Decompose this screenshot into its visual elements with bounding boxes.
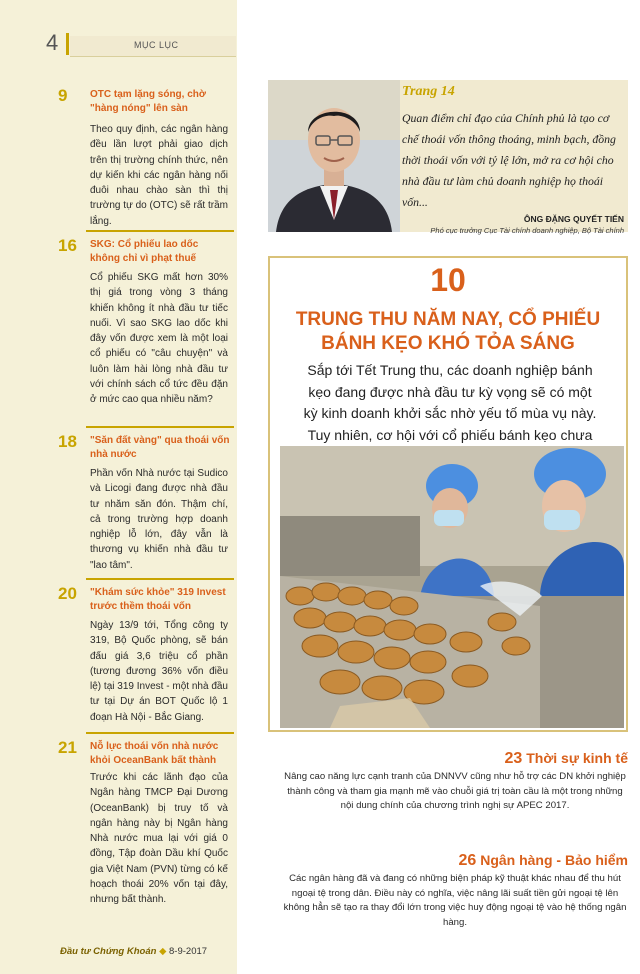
toc-item-number: 20: [58, 584, 77, 603]
toc-divider: [86, 578, 234, 580]
feature-title-line-2: BÁNH KẸO KHÓ TỎA SÁNG: [321, 333, 575, 354]
feature-title-line-1: TRUNG THU NĂM NAY, CỔ PHIẾU: [295, 309, 601, 330]
section-label: MỤC LỤC: [134, 40, 179, 50]
page-footer: [60, 946, 207, 957]
footer-diamond: ◆: [159, 946, 167, 957]
toc-item-summary: Cổ phiếu SKG mất hơn 30% thị giá trong vòng 3 tháng khiến không ít nhà đầu tư tiếc nuối. Vì sao SKG lao dốc khi đây vốn được xem là một loại cổ phiếu có "câu chuyện" và luôn làm hài lòng nhà đầu tư với chính sách cổ tức đều đặn ở mức cao qua nhiều năm?: [90, 272, 228, 406]
toc-item-title[interactable]: OTC tạm lặng sóng, chờ "hàng nóng" lên sàn: [90, 89, 207, 114]
section-title: Thời sự kinh tế: [526, 750, 628, 766]
portrait-illustration: [268, 80, 400, 232]
toc-divider: [86, 426, 234, 428]
toc-item-summary: Ngày 13/9 tới, Tổng công ty 319, Bộ Quốc phòng, sẽ bán đấu giá 3,6 triệu cổ phần (tương đương 36% vốn điều lệ) tại 319 Invest - một nhà đầu tư tại Dự án BOT Quốc lộ 1 đoạn Hà Nội - Bắc Giang.: [90, 620, 228, 723]
section-page-number: 26: [458, 852, 477, 869]
toc-item-summary: Trước khi các lãnh đạo của Ngân hàng TMCP Đại Dương (OceanBank) bị truy tố và ngân hàng này bị Ngân hàng Nhà nước mua lại với giá 0 đồng, Tập đoàn Dầu khí Quốc gia Việt Nam (PVN) từng có kế hoạch thoái 20% vốn tại đây, nhưng bất thành.: [90, 772, 228, 906]
feature-page-number: 10: [430, 262, 466, 298]
toc-divider: [86, 230, 234, 232]
section-heading[interactable]: [282, 852, 628, 870]
section-summary: Nâng cao năng lực cạnh tranh của DNNVV cũng như hỗ trợ các DN khởi nghiệp thành công và tham gia mạnh mẽ vào chuỗi giá trị toàn cầu là một trong những nội dung chính của chương trình nghị sự APEC 2017.: [284, 771, 626, 811]
section-summary: Các ngân hàng đã và đang có những biện pháp kỹ thuật khác nhau để thu hút ngoại tệ trong dân. Điều này có nghĩa, việc nâng lãi suất tiền gửi ngoại tệ lên không hẳn sẽ tạo ra thay đổi lớn trong việc huy động ngoại tệ vào hệ thống ngân hàng.: [283, 873, 627, 928]
bakery-workers-illustration: [280, 446, 624, 728]
quote-page-label[interactable]: Trang 14: [402, 84, 455, 99]
feature-title[interactable]: [268, 308, 628, 356]
quote-text: Quan điểm chỉ đạo của Chính phủ là tạo cơ chế thoái vốn thông thoáng, minh bạch, đồng thời thoái vốn với tỷ lệ lớn, mở ra cơ hội cho nhà đầu tư làm chủ doanh nghiệp họ thoái vốn...: [402, 111, 616, 209]
section-thoi-su-kinh-te[interactable]: [282, 750, 628, 814]
toc-item-summary: Phần vốn Nhà nước tại Sudico và Licogi đang được nhà đầu tư nhăm săn đón. Thậm chí, cả trong trường hợp doanh nghiệp lỗ lớn, đây vẫn là thương vụ khiến nhà đầu tư "lao tâm".: [90, 468, 228, 571]
toc-item-number: 16: [58, 236, 77, 255]
toc-divider: [86, 732, 234, 734]
toc-item-summary: Theo quy định, các ngân hàng đều lần lượt phải giao dịch trên thị trường chính thức, nên dự kiến khi các ngân hàng nối đuôi nhau chào sàn thì thị trường tự do (OTC) sẽ rất trầm lắng.: [90, 124, 228, 227]
toc-item-title[interactable]: Nỗ lực thoái vốn nhà nước khỏi OceanBank bất thành: [90, 741, 219, 766]
toc-item-number: 21: [58, 738, 77, 757]
portrait-photo: [268, 80, 400, 232]
issue-date: 8-9-2017: [169, 946, 208, 957]
quote-author-role: Phó cục trưởng Cục Tài chính doanh nghiệp, Bộ Tài chính: [430, 226, 624, 235]
section-title: Ngân hàng - Bảo hiểm: [480, 852, 628, 868]
quote-author-name: ÔNG ĐẶNG QUYẾT TIẾN: [523, 214, 624, 224]
toc-item-title[interactable]: "Săn đất vàng" qua thoái vốn nhà nước: [90, 435, 230, 460]
toc-item-number: 9: [58, 86, 68, 105]
feature-lead: Sắp tới Tết Trung thu, các doanh nghiệp bánh kẹo đang được nhà đầu tư kỳ vọng sẽ có một kỳ kinh doanh khởi sắc nhờ yếu tố mùa vụ này. Tuy nhiên, cơ hội với cổ phiếu bánh kẹo chưa: [303, 362, 597, 443]
section-page-number: 23: [504, 750, 523, 767]
toc-item-title[interactable]: SKG: Cổ phiếu lao dốc không chỉ vì phạt thuế: [90, 239, 199, 264]
section-heading[interactable]: [282, 750, 628, 768]
toc-item-title[interactable]: "Khám sức khỏe" 319 Invest trước thềm thoái vốn: [90, 587, 226, 612]
page-number-divider: [66, 33, 69, 55]
section-ngan-hang-bao-hiem[interactable]: [282, 852, 628, 930]
publication-name: Đầu tư Chứng Khoán: [60, 946, 157, 957]
feature-photo: [280, 446, 624, 728]
page-number: 4: [46, 30, 59, 55]
toc-item-number: 18: [58, 432, 77, 451]
